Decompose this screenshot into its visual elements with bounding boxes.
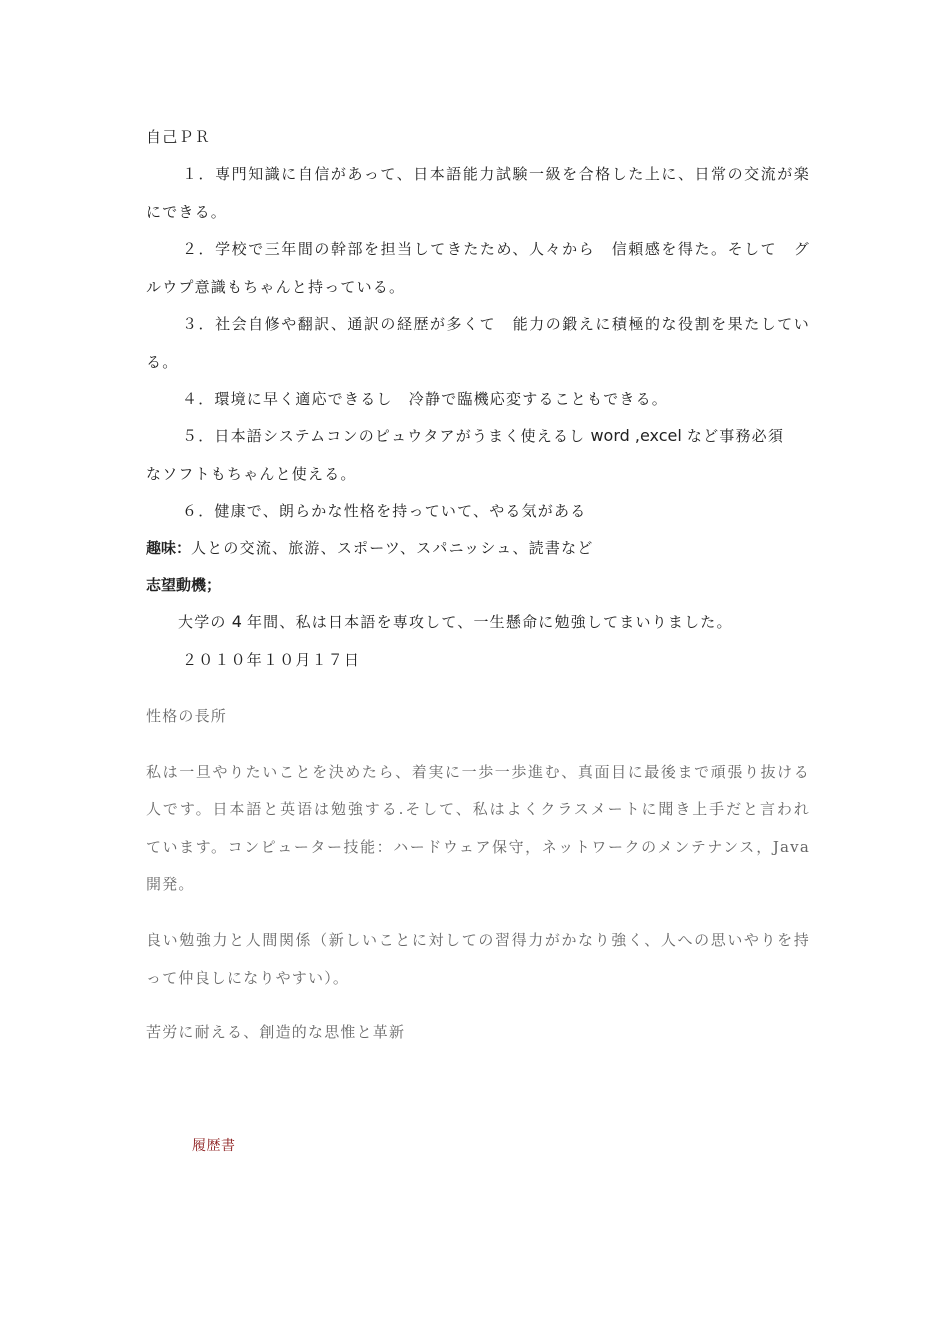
pr-item-1-line-2: にできる。 — [146, 203, 228, 221]
strengths-para-2-line-2: って仲良しになりやすい）。 — [146, 969, 350, 987]
strengths-para-3-line-1: 苦労に耐える、創造的な思惟と革新 — [146, 1023, 406, 1041]
pr-item-5-line-1 — [182, 426, 784, 446]
pr-item-4-line-1: ４．環境に早く適応できるし 冷静で臨機応変することもできる。 — [182, 390, 669, 408]
motive-text-a: 大学の — [178, 613, 227, 631]
strengths-para-1-line-1: 私は一旦やりたいことを決めたら、着実に一歩一歩進む、真面目に最後まで頑張り抜ける — [146, 763, 810, 781]
pr-item-5-text-a: ５．日本語システムコンのピュウタアがうまく使えるし — [182, 427, 586, 445]
pr-item-1-line-1: １．専門知識に自信があって、日本語能力試験一級を合格した上に、日常の交流が楽 — [182, 165, 810, 183]
strengths-para-1-line-4: 開発。 — [146, 875, 195, 893]
motive-years: 4 — [226, 612, 247, 631]
motive-text-c: 年間、私は日本語を専攻して、一生懸命に勉強してまいりました。 — [246, 613, 733, 631]
pr-item-2-line-1: ２．学校で三年間の幹部を担当してきたため、人々から 信頼感を得た。そして グ — [182, 240, 810, 258]
motive-label: 志望動機； — [146, 576, 222, 594]
hobby-label: 趣味： — [146, 539, 192, 557]
strengths-para-2-line-1: 良い勉強力と人間関係（新しいことに対しての習得力がかなり強く、人への思いやりを持 — [146, 931, 810, 949]
strengths-para-1-line-3: ています。コンピューター技能：ハードウェア保守，ネットワークのメンテナンス，Java — [146, 838, 810, 856]
pr-item-3-line-1: ３．社会自修や翻訳、通訳の経歴が多くて 能力の鍛えに積極的な役割を果たしてい — [182, 315, 810, 333]
pr-item-5-software: word ,excel — [585, 426, 687, 445]
strengths-heading: 性格の長所 — [146, 707, 228, 725]
motive-date: ２０１０年１０月１７日 — [182, 651, 361, 669]
pr-item-3-line-2: る。 — [146, 353, 179, 371]
pr-item-6-line-1: ６．健康で、朗らかな性格を持っていて、やる気がある — [182, 502, 587, 520]
hobby-value: 人との交流、旅游、スポーツ、スパニッシュ、読書など — [191, 539, 594, 557]
pr-heading: 自己ＰＲ — [146, 128, 211, 146]
strengths-para-1-line-2: 人です。日本語と英语は勉強する.そして、私はよくクラスメートに聞き上手だと言われ — [146, 800, 810, 818]
pr-item-5-text-c: など事務必須 — [686, 427, 785, 445]
pr-item-2-line-2: ルウプ意識もちゃんと持っている。 — [146, 278, 406, 296]
motive-text — [178, 612, 733, 632]
hobby-line — [146, 538, 593, 558]
pr-item-5-line-2: なソフトもちゃんと使える。 — [146, 465, 357, 483]
resume-link[interactable]: 履歴書 — [192, 1138, 236, 1154]
